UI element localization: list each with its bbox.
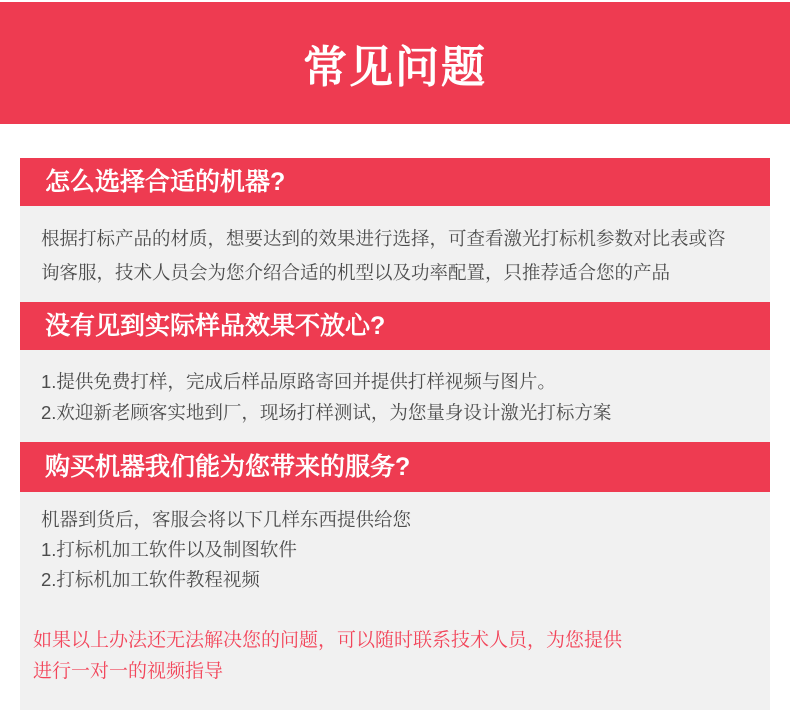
section-body-choose-machine — [20, 206, 770, 302]
contact-support-note — [33, 625, 750, 687]
body-text-line: 2.欢迎新老顾客实地到厂，现场打样测试，为您量身设计激光打标方案 — [41, 402, 612, 423]
body-text-line: 机器到货后，客服会将以下几样东西提供给您 — [41, 509, 412, 530]
section-body-purchase-service — [20, 492, 770, 710]
section-body-sample-concern — [20, 350, 770, 442]
body-text-line: 1.提供免费打样，完成后样品原路寄回并提供打样视频与图片。 — [41, 371, 556, 392]
body-text-line: 2.打标机加工软件教程视频 — [41, 569, 260, 590]
page-title-banner — [0, 2, 790, 124]
body-text-line: 根据打标产品的材质，想要达到的效果进行选择，可查看激光打标机参数对比表或咨 — [41, 228, 726, 249]
page-title: 常见问题 — [303, 43, 487, 92]
note-text-line: 如果以上办法还无法解决您的问题，可以随时联系技术人员，为您提供 — [33, 630, 623, 651]
faq-card — [20, 158, 770, 710]
section-heading-sample-concern: 没有见到实际样品效果不放心? — [20, 302, 770, 350]
note-text-line: 进行一对一的视频指导 — [33, 661, 224, 682]
section-heading-purchase-service: 购买机器我们能为您带来的服务? — [20, 442, 770, 492]
body-text-line: 询客服，技术人员会为您介绍合适的机型以及功率配置，只推荐适合您的产品 — [41, 262, 671, 283]
body-text-line: 1.打标机加工软件以及制图软件 — [41, 539, 297, 560]
section-heading-choose-machine: 怎么选择合适的机器? — [20, 158, 770, 206]
